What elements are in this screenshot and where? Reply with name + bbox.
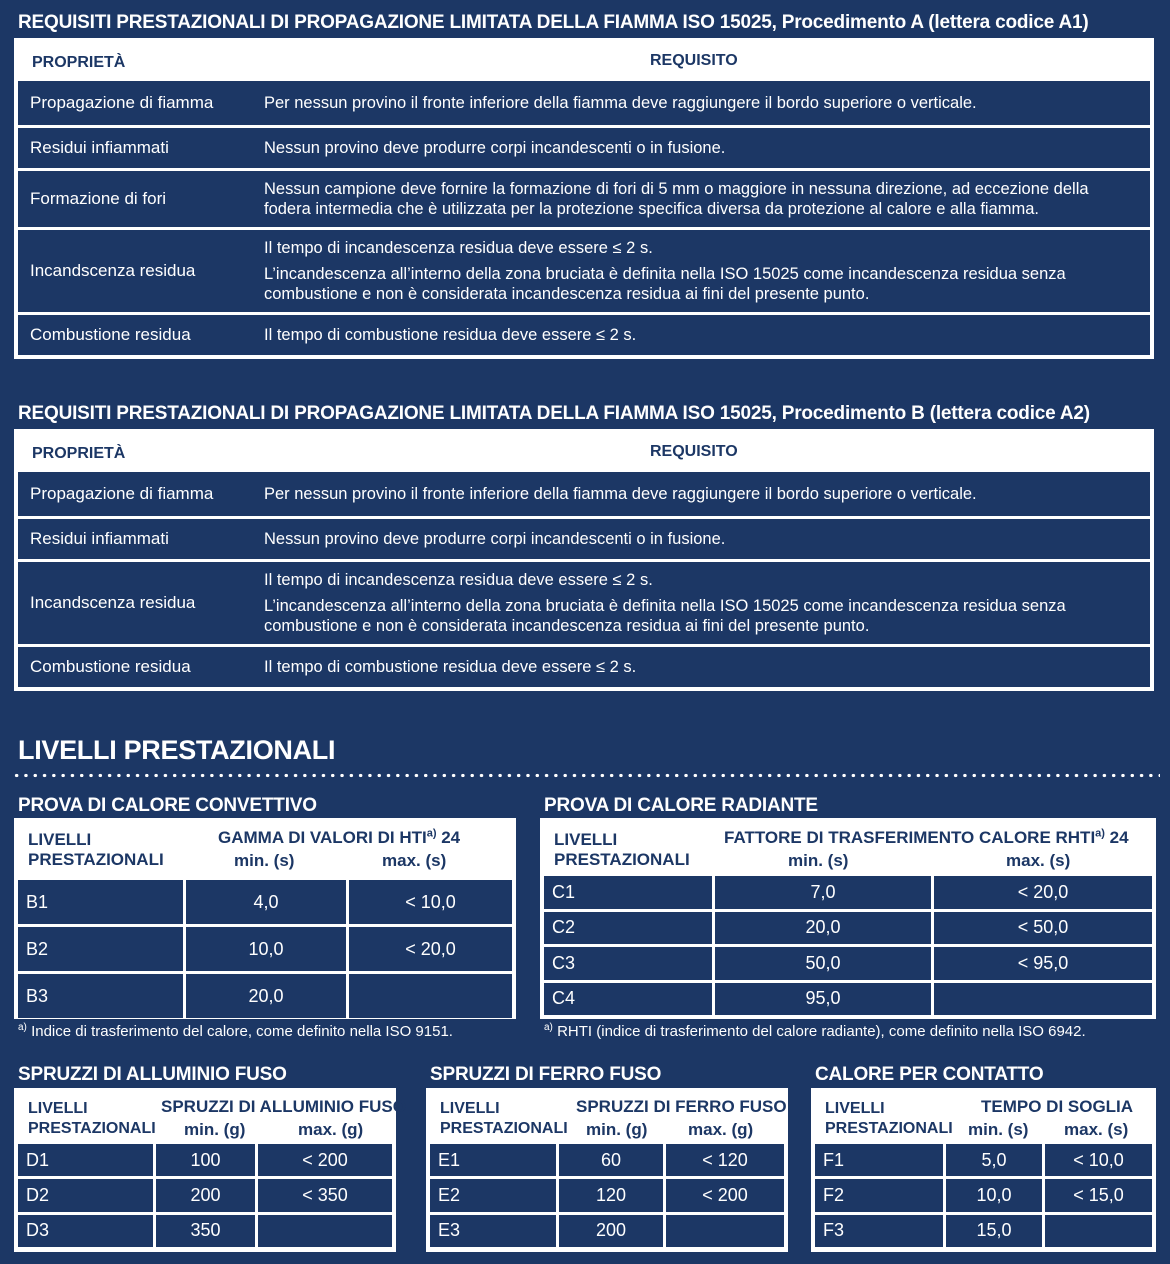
col-requirement-header: REQUISITO [650, 443, 738, 460]
max-cell: < 200 [258, 1144, 392, 1176]
contact-header [815, 1092, 1152, 1141]
property-cell [18, 519, 247, 559]
radiant-table [540, 818, 1156, 1019]
max-cell [1045, 1215, 1152, 1247]
table-row [544, 876, 1152, 909]
dotted-divider [12, 773, 1160, 778]
property-label: Propagazione di fiamma [30, 93, 214, 112]
table-row [430, 1179, 784, 1211]
property-cell [18, 81, 247, 125]
min-cell: 4,0 [186, 880, 346, 924]
code-cell: C1 [544, 876, 712, 909]
requirement-text: Il tempo di combustione residua deve essere ≤ 2 s. [264, 658, 637, 676]
property-cell [18, 171, 247, 227]
requirement-text: Per nessun provino il fronte inferiore della fiamma deve raggiungere il bordo superiore o verticale. [264, 485, 977, 503]
col-property-header: PROPRIETÀ [32, 445, 126, 462]
col-levels-header-1: LIVELLI [825, 1100, 885, 1117]
property-label: Propagazione di fiamma [30, 484, 214, 503]
requirement-cell [250, 562, 1150, 644]
min-cell: 350 [156, 1215, 255, 1247]
radiant-header [544, 822, 1152, 873]
table-row [544, 983, 1152, 1016]
code-cell: E2 [430, 1179, 556, 1211]
table-row [18, 1179, 392, 1211]
convective-header [18, 822, 512, 877]
col-min-header: min. (s) [968, 1120, 1029, 1139]
requirement-text: L’incandescenza all’interno della zona bruciata è definita nella ISO 15025 come incandescenza residua senza combustione e non è considerata incandescenza residua ai fini del presente punto. [264, 265, 1066, 303]
table-row [18, 1144, 392, 1176]
requirement-text: Nessun campione deve fornire la formazione di fori di 5 mm o maggiore in nessuna direzione, ad eccezione della fodera intermedia che è utilizzata per la protezione specifica diversa da protezione al calore e alla fiamma. [264, 180, 1089, 218]
table-row [18, 880, 512, 924]
col-levels-header-2: PRESTAZIONALI [825, 1120, 953, 1137]
min-cell: 60 [559, 1144, 663, 1176]
min-cell: 120 [559, 1179, 663, 1211]
convective-table [14, 818, 516, 1019]
max-cell [349, 974, 512, 1018]
max-cell [934, 983, 1152, 1016]
table-b-title: REQUISITI PRESTAZIONALI DI PROPAGAZIONE LIMITATA DELLA FIAMMA ISO 15025, Procedimento B (lettera codice A2) [18, 403, 1090, 424]
max-cell: < 120 [666, 1144, 784, 1176]
requirement-text: Il tempo di incandescenza residua deve essere ≤ 2 s. [264, 239, 653, 257]
min-cell: 20,0 [715, 912, 931, 945]
code-cell: D1 [18, 1144, 153, 1176]
property-label: Residui infiammati [30, 529, 169, 548]
requirement-text: Nessun provino deve produrre corpi incandescenti o in fusione. [264, 139, 726, 157]
col-max-header: max. (g) [688, 1120, 754, 1139]
table-row [18, 128, 1150, 168]
min-cell: 50,0 [715, 947, 931, 980]
table-row [430, 1215, 784, 1247]
col-range-header: SPRUZZI DI ALLUMINIO FUSO [161, 1097, 406, 1116]
property-cell [18, 128, 247, 168]
col-levels-header-2: PRESTAZIONALI [28, 1120, 156, 1137]
contact-title: CALORE PER CONTATTO [815, 1064, 1044, 1085]
min-cell: 10,0 [946, 1179, 1042, 1211]
table-row [815, 1215, 1152, 1247]
requirement-cell [250, 171, 1150, 227]
property-label: Incandscenza residua [30, 261, 196, 280]
requirement-cell [250, 81, 1150, 125]
table-row [815, 1179, 1152, 1211]
max-cell: < 15,0 [1045, 1179, 1152, 1211]
property-label: Combustione residua [30, 657, 191, 676]
table-row [815, 1144, 1152, 1176]
col-min-header: min. (s) [788, 851, 849, 870]
min-cell: 5,0 [946, 1144, 1042, 1176]
max-cell [666, 1215, 784, 1247]
table-row [18, 974, 512, 1018]
convective-footnote: $^{a)}$ Indice di trasferimento del calore, come definito nella ISO 9151. [18, 1022, 453, 1040]
requirement-cell [250, 647, 1150, 687]
col-levels-header-1: LIVELLI [28, 1100, 88, 1117]
table-a-header [18, 42, 1150, 78]
iron-title: SPRUZZI DI FERRO FUSO [430, 1064, 662, 1085]
max-cell: < 10,0 [1045, 1144, 1152, 1176]
requirement-text: Il tempo di incandescenza residua deve essere ≤ 2 s. [264, 571, 653, 589]
contact-table [811, 1088, 1156, 1252]
code-cell: B2 [18, 927, 183, 971]
col-levels-header-1: LIVELLI [440, 1100, 500, 1117]
min-cell: 10,0 [186, 927, 346, 971]
min-cell: 15,0 [946, 1215, 1042, 1247]
property-label: Formazione di fori [30, 189, 167, 208]
max-cell: < 20,0 [349, 927, 512, 971]
table-row [18, 1215, 392, 1247]
code-cell: C4 [544, 983, 712, 1016]
radiant-footnote: $^{a)}$ RHTI (indice di trasferimento del calore radiante), come definito nella ISO 6942. [544, 1022, 1086, 1040]
col-max-header: max. (s) [382, 851, 447, 870]
requirement-cell [250, 230, 1150, 312]
table-row [544, 912, 1152, 945]
col-levels-header-1: LIVELLI [554, 830, 618, 849]
property-label: Combustione residua [30, 325, 191, 344]
col-min-header: min. (s) [234, 851, 295, 870]
requirement-cell [250, 128, 1150, 168]
table-row [18, 647, 1150, 687]
requirement-text: Nessun provino deve produrre corpi incandescenti o in fusione. [264, 530, 726, 548]
col-max-header: max. (g) [298, 1120, 364, 1139]
max-cell: < 20,0 [934, 876, 1152, 909]
table-a-title: REQUISITI PRESTAZIONALI DI PROPAGAZIONE LIMITATA DELLA FIAMMA ISO 15025, Procedimento A (lettera codice A1) [18, 12, 1089, 33]
property-cell [18, 230, 247, 312]
code-cell: E1 [430, 1144, 556, 1176]
code-cell: D2 [18, 1179, 153, 1211]
max-cell: < 350 [258, 1179, 392, 1211]
min-cell: 200 [156, 1179, 255, 1211]
code-cell: C2 [544, 912, 712, 945]
col-levels-header-2: PRESTAZIONALI [28, 850, 164, 869]
col-range-header: FATTORE DI TRASFERIMENTO CALORE RHTI$^{a)}$ 24 [724, 827, 1129, 847]
iron-table [426, 1088, 788, 1252]
min-cell: 20,0 [186, 974, 346, 1018]
col-max-header: max. (s) [1064, 1120, 1129, 1139]
col-levels-header-2: PRESTAZIONALI [440, 1120, 568, 1137]
code-cell: B3 [18, 974, 183, 1018]
max-cell: < 10,0 [349, 880, 512, 924]
col-levels-header-2: PRESTAZIONALI [554, 850, 690, 869]
col-range-header: TEMPO DI SOGLIA [981, 1097, 1134, 1116]
code-cell: B1 [18, 880, 183, 924]
levels-title: LIVELLI PRESTAZIONALI [18, 735, 336, 765]
code-cell: E3 [430, 1215, 556, 1247]
table-row [18, 81, 1150, 125]
table-a [14, 38, 1154, 359]
table-b [14, 429, 1154, 691]
col-levels-header-1: LIVELLI [28, 830, 92, 849]
property-label: Residui infiammati [30, 138, 169, 157]
convective-title: PROVA DI CALORE CONVETTIVO [18, 795, 317, 816]
requirement-text: Il tempo di combustione residua deve essere ≤ 2 s. [264, 326, 637, 344]
max-cell: < 200 [666, 1179, 784, 1211]
property-cell [18, 315, 247, 355]
radiant-title: PROVA DI CALORE RADIANTE [544, 795, 818, 816]
aluminium-header [18, 1092, 406, 1141]
aluminium-table [14, 1088, 406, 1252]
table-row [544, 947, 1152, 980]
max-cell [258, 1215, 392, 1247]
code-cell: F1 [815, 1144, 943, 1176]
min-cell: 200 [559, 1215, 663, 1247]
col-property-header: PROPRIETÀ [32, 54, 126, 71]
table-row [18, 519, 1150, 559]
requirement-text: Per nessun provino il fronte inferiore della fiamma deve raggiungere il bordo superiore o verticale. [264, 94, 977, 112]
iron-header [430, 1092, 787, 1141]
code-cell: F3 [815, 1215, 943, 1247]
max-cell: < 95,0 [934, 947, 1152, 980]
min-cell: 7,0 [715, 876, 931, 909]
aluminium-title: SPRUZZI DI ALLUMINIO FUSO [18, 1064, 287, 1085]
table-row [18, 562, 1150, 644]
min-cell: 95,0 [715, 983, 931, 1016]
requirement-cell [250, 315, 1150, 355]
property-cell [18, 562, 247, 644]
col-requirement-header: REQUISITO [650, 52, 738, 69]
table-row [18, 230, 1150, 312]
col-range-header: SPRUZZI DI FERRO FUSO [576, 1097, 787, 1116]
requirement-cell [250, 519, 1150, 559]
col-range-header: GAMMA DI VALORI DI HTI$^{a)}$ 24 [218, 827, 461, 847]
max-cell: < 50,0 [934, 912, 1152, 945]
table-row [430, 1144, 784, 1176]
min-cell: 100 [156, 1144, 255, 1176]
property-cell [18, 647, 247, 687]
table-b-header [18, 433, 1150, 469]
table-row [18, 315, 1150, 355]
property-label: Incandscenza residua [30, 593, 196, 612]
requirement-text: L’incandescenza all’interno della zona bruciata è definita nella ISO 15025 come incandescenza residua senza combustione e non è considerata incandescenza residua ai fini del presente punto. [264, 597, 1066, 635]
code-cell: D3 [18, 1215, 153, 1247]
col-max-header: max. (s) [1006, 851, 1071, 870]
table-row [18, 171, 1150, 227]
code-cell: C3 [544, 947, 712, 980]
table-row [18, 927, 512, 971]
requirement-cell [250, 472, 1150, 516]
code-cell: F2 [815, 1179, 943, 1211]
col-min-header: min. (g) [184, 1120, 246, 1139]
table-row [18, 472, 1150, 516]
property-cell [18, 472, 247, 516]
col-min-header: min. (g) [586, 1120, 648, 1139]
